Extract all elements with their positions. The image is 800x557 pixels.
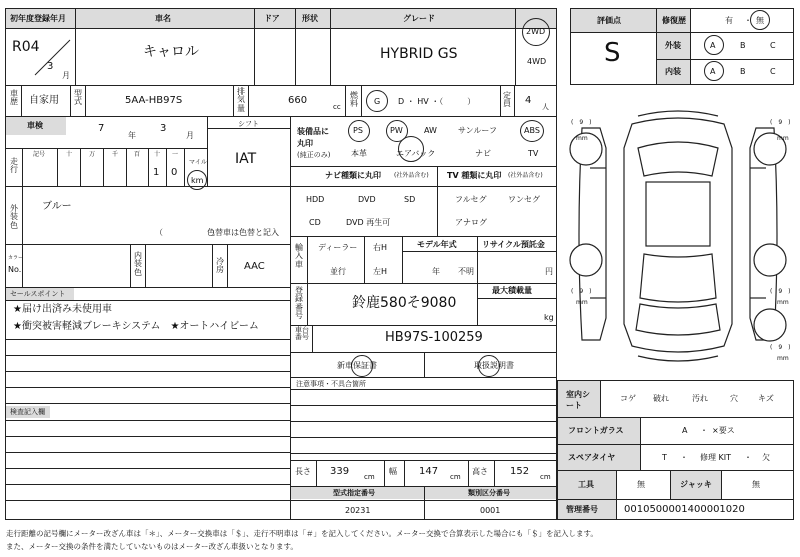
color-no-label-b: No. <box>8 265 22 274</box>
car-name-label: 車名 <box>155 14 171 23</box>
seat-ana: 穴 <box>730 394 738 403</box>
tools-label: 工具 <box>578 480 594 489</box>
tv-analog: アナログ <box>455 218 487 227</box>
capacity-label: 定員 <box>503 91 511 109</box>
first-reg-era: R04 <box>12 39 40 55</box>
tire-rr-unit: mm <box>777 299 789 306</box>
capacity-unit: 人 <box>542 103 549 111</box>
color-no-label-a: カラー <box>8 255 24 261</box>
control-label: 管理番号 <box>566 505 598 514</box>
seat-yabure: 破れ <box>653 394 669 403</box>
tools-value: 無 <box>637 480 645 489</box>
navi-label: ナビ種類に丸印 <box>325 171 381 180</box>
equip-aw: AW <box>424 126 437 135</box>
color-value: ブルー <box>42 201 72 212</box>
model-value: 5AA-HB97S <box>125 95 183 106</box>
control-value: 0010500001400001020 <box>624 504 745 515</box>
first-reg-label: 初年度登録年月 <box>10 14 66 23</box>
equip-pw: PW <box>390 126 403 135</box>
height-label: 高さ <box>472 467 488 476</box>
mileage-col-symbol: 記号 <box>33 151 46 158</box>
repair-dot: ・ <box>744 16 752 25</box>
first-reg-month: 3 <box>47 61 54 72</box>
usage-value: 自家用 <box>29 95 59 106</box>
warranty-new-car: 新車保証書 <box>337 361 377 370</box>
aircon-value: AAC <box>244 261 265 272</box>
model-label: 型 式 <box>74 89 82 107</box>
inspection-label: 車検 <box>27 121 43 130</box>
width-label: 幅 <box>389 467 397 476</box>
mileage-col-10man: 十 <box>66 151 73 158</box>
spare-label: スペアタイヤ <box>568 453 616 462</box>
sales-point-line1: ★届け出済み未使用車 <box>13 304 112 315</box>
mileage-col-man: 万 <box>89 151 96 158</box>
inspection-month-unit: 月 <box>186 131 194 140</box>
fuel-label: 燃料 <box>350 91 358 109</box>
inspection-year-unit: 年 <box>128 131 136 140</box>
equip-abs: ABS <box>524 126 540 135</box>
equip-tv: TV <box>528 149 539 158</box>
import-parallel: 並行 <box>330 267 346 276</box>
model-year-label: モデル年式 <box>417 240 457 249</box>
width-value: 147 <box>419 466 439 477</box>
navi-hdd: HDD <box>306 195 325 204</box>
tire-rl-unit: mm <box>576 299 588 306</box>
exterior-label: 外装 <box>665 41 681 50</box>
color-label: 外装色 <box>10 204 18 230</box>
inspection-year: 7 <box>98 123 105 134</box>
tv-label: TV 種類に丸印 <box>447 171 502 180</box>
seat-yogore: 汚れ <box>692 394 708 403</box>
equip-leather: 本革 <box>351 149 367 158</box>
shift-value: IAT <box>235 151 257 167</box>
car-name-value: キャロル <box>143 44 199 60</box>
type-designation-value: 20231 <box>345 506 371 515</box>
jack-label: ジャッキ <box>680 480 712 489</box>
model-year-unknown: 不明 <box>458 267 474 276</box>
interior-color-label: 内装色 <box>134 251 142 277</box>
score-label: 評価点 <box>597 16 621 25</box>
footer-line1: 走行距離の記号欄にメーター改ざん車は「＊」、メーター交換車は「＄」、走行不明車は「＃」を記入してください。メーター交換で合算表示した場合にも「＄」を記入します。 <box>6 529 598 538</box>
max-load-unit: kg <box>544 313 554 322</box>
tire-fr-unit: mm <box>777 135 789 142</box>
exterior-a: A <box>710 41 716 50</box>
exterior-c: C <box>770 41 776 50</box>
spare-none: 欠 <box>762 453 770 462</box>
header-row-bg <box>6 9 556 28</box>
mileage-col-ichi: 一 <box>172 151 179 158</box>
color-paren: （ ） <box>155 228 219 237</box>
repair-yes: 有 <box>725 16 733 25</box>
windshield-sep: ・ <box>700 426 708 435</box>
mileage-col-sen: 千 <box>112 151 119 158</box>
usage-label: 車 歴 <box>10 89 18 107</box>
aircon-label: 冷房 <box>216 257 224 275</box>
jack-value: 無 <box>752 480 760 489</box>
equipment-label-b: 丸印 <box>297 139 313 148</box>
category-label: 類別区分番号 <box>468 489 510 497</box>
height-unit: cm <box>540 473 551 481</box>
tire-fl-unit: mm <box>576 135 588 142</box>
interior-a: A <box>710 67 716 76</box>
car-diagram <box>560 108 796 370</box>
spare-tire-label: ( 9 ) <box>770 344 791 351</box>
width-unit: cm <box>450 473 461 481</box>
category-value: 0001 <box>480 506 501 515</box>
navi-dvd-play: DVD 再生可 <box>346 218 391 227</box>
chassis-label: 車台番号 <box>295 326 309 342</box>
equip-sunroof: サンルーフ <box>458 126 497 135</box>
sales-point-label: セールスポイント <box>10 290 66 298</box>
mileage-col-ju: 十 <box>154 151 161 158</box>
seat-label: 室内シート <box>566 390 590 411</box>
windshield-x: ×要ス <box>712 426 735 435</box>
tv-sub: (社外品含む) <box>508 172 543 179</box>
repair-label: 修復歴 <box>662 16 686 25</box>
repair-no: 無 <box>756 16 764 25</box>
navi-sd: SD <box>404 195 416 204</box>
spare-kit: 修理 KIT <box>700 453 732 462</box>
registration-label: 登録番号 <box>295 286 303 321</box>
interior-label: 内装 <box>665 67 681 76</box>
displacement-unit: cc <box>333 103 341 111</box>
type-designation-label: 型式指定番号 <box>333 489 375 497</box>
navi-sub: (社外品含む) <box>394 172 429 179</box>
tire-fl-label: ( 9 ) <box>571 119 592 126</box>
footer-line2: また、メーター交換の条件を満たしていないものはメーター改ざん車扱いとなります。 <box>6 542 298 551</box>
sales-point-line2: ★衝突被害軽減ブレーキシステム ★オートハイビーム <box>13 321 259 332</box>
windshield-label: フロントガラス <box>568 426 624 435</box>
grade-value: HYBRID GS <box>380 46 458 62</box>
seat-kizu: キズ <box>758 394 774 403</box>
spare-tire-unit: mm <box>777 355 789 362</box>
spare-sep1: ・ <box>680 453 688 462</box>
door-label: ドア <box>264 14 280 23</box>
mileage-digit-hyaku: 1 <box>153 167 160 178</box>
length-label: 長さ <box>295 467 311 476</box>
color-note: 色替車は色替と記入 <box>207 228 279 237</box>
import-right: 右H <box>373 243 388 252</box>
mileage-label: 走 行 <box>10 157 18 175</box>
mileage-unit-km: km <box>191 176 204 185</box>
tire-fr-label: ( 9 ) <box>770 119 791 126</box>
tire-rl-label: ( 9 ) <box>571 288 592 295</box>
fuel-options: D ・ HV ・（ ） <box>398 97 476 106</box>
drive-4wd: 4WD <box>527 57 547 66</box>
tv-oneseg: ワンセグ <box>508 195 540 204</box>
shape-label: 形状 <box>302 14 318 23</box>
equip-airbag: エアバック <box>396 149 436 158</box>
spare-sep2: ・ <box>744 453 752 462</box>
score-value: S <box>604 38 621 68</box>
seat-koge: コゲ <box>620 394 636 403</box>
mileage-digit-ichi: 0 <box>171 167 178 178</box>
exterior-b: B <box>740 41 746 50</box>
length-value: 339 <box>330 466 350 477</box>
inspection-note-label: 検査記入欄 <box>10 408 45 416</box>
chassis-value: HB97S-100259 <box>385 330 483 345</box>
registration-value: 鈴鹿580そ9080 <box>352 295 457 311</box>
interior-b: B <box>740 67 746 76</box>
equip-ps: PS <box>353 126 363 135</box>
length-unit: cm <box>364 473 375 481</box>
equipment-label-a: 装備品に <box>297 127 329 136</box>
interior-c: C <box>770 67 776 76</box>
equipment-label-c: (純正のみ) <box>297 151 331 159</box>
notes-label: 注意事項・不具合箇所 <box>296 380 366 388</box>
tv-fullseg: フルセグ <box>455 195 487 204</box>
import-label: 輸入車 <box>295 243 303 269</box>
import-left: 左H <box>373 267 388 276</box>
import-dealer: ディーラー <box>318 243 358 252</box>
inspection-month: 3 <box>160 123 167 134</box>
recycle-label: リサイクル預託金 <box>482 240 545 249</box>
model-year-unit: 年 <box>432 267 440 276</box>
capacity-value: 4 <box>525 95 532 106</box>
max-load-label: 最大積載量 <box>492 286 532 295</box>
spare-t: T <box>662 453 667 462</box>
shift-label: シフト <box>238 120 259 128</box>
first-reg-month-unit: 月 <box>62 71 70 80</box>
mileage-col-hyaku: 百 <box>134 151 141 158</box>
mileage-unit-mile: マイル <box>189 159 207 166</box>
tire-rr-label: ( 9 ) <box>770 288 791 295</box>
equip-navi: ナビ <box>475 149 491 158</box>
height-value: 152 <box>510 466 530 477</box>
navi-dvd: DVD <box>358 195 376 204</box>
displacement-label: 排気量 <box>237 87 245 113</box>
recycle-unit: 円 <box>545 267 553 276</box>
drive-2wd: 2WD <box>526 27 546 36</box>
grade-label: グレード <box>403 14 435 23</box>
fuel-g: G <box>374 97 381 106</box>
navi-cd: CD <box>309 218 321 227</box>
windshield-a: A <box>682 426 688 435</box>
displacement-value: 660 <box>288 95 308 106</box>
warranty-manual: 取扱説明書 <box>474 361 514 370</box>
